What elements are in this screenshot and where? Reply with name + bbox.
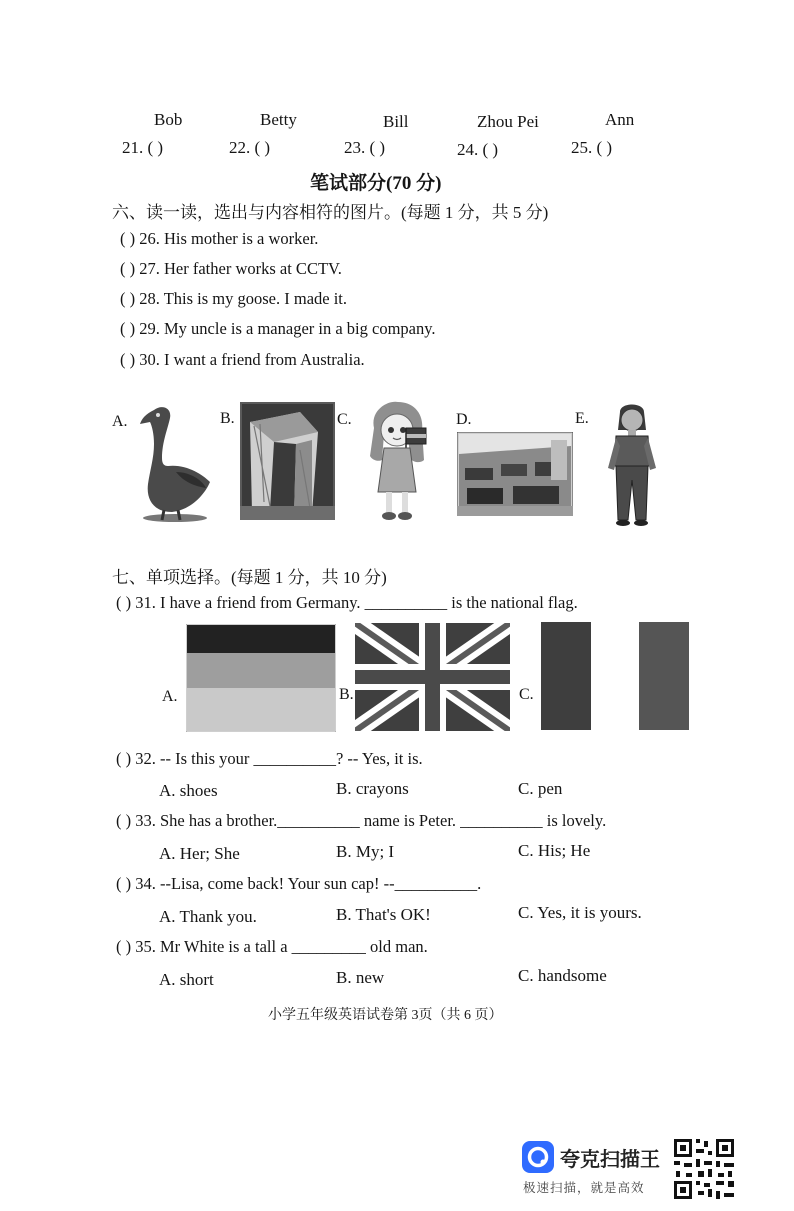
woman-worker-picture [606, 400, 658, 528]
name-zhou-pei: Zhou Pei [477, 112, 539, 131]
girl-with-flag-picture [362, 400, 434, 524]
q34-option-c: C. Yes, it is yours. [518, 903, 642, 922]
tricolour-flag-picture [541, 622, 689, 730]
q33-option-a: A. Her; She [159, 844, 240, 863]
scanner-slogan: 极速扫描，就是高效 [523, 1180, 645, 1195]
question-27: ( ) 27. Her father works at CCTV. [120, 259, 342, 278]
question-33: ( ) 33. She has a brother.__________ name is Peter. __________ is lovely. [116, 811, 607, 830]
page-footer: 小学五年级英语试卷第 3页（共 6 页） [268, 1008, 503, 1023]
q35-option-a: A. short [159, 970, 214, 989]
question-35: ( ) 35. Mr White is a tall a _________ old man. [116, 937, 428, 956]
picture-label-b: B. [220, 410, 235, 427]
q32-option-c: C. pen [518, 779, 563, 798]
question-26: ( ) 26. His mother is a worker. [120, 229, 319, 248]
written-part-title: 笔试部分(70 分) [310, 173, 442, 194]
name-bob: Bob [154, 110, 183, 129]
section7-heading: 七、单项选择。(每题 1 分，共 10 分) [112, 568, 387, 587]
flag-label-a: A. [162, 688, 178, 705]
office-picture [457, 432, 573, 516]
picture-label-c: C. [337, 411, 352, 428]
goose-picture [132, 402, 214, 524]
flag-label-c: C. [519, 686, 534, 703]
name-ann: Ann [605, 110, 635, 129]
flag-label-b: B. [339, 686, 354, 703]
picture-label-e: E. [575, 410, 589, 427]
qr-code-icon [672, 1137, 736, 1201]
picture-label-a: A. [112, 413, 128, 430]
answer-25: 25. ( ) [571, 138, 613, 157]
answer-22: 22. ( ) [229, 138, 271, 157]
germany-flag-picture [186, 624, 336, 732]
name-betty: Betty [260, 110, 297, 129]
q35-option-b: B. new [336, 968, 385, 987]
question-31: ( ) 31. I have a friend from Germany. __________ is the national flag. [116, 593, 578, 612]
q32-option-a: A. shoes [159, 781, 218, 800]
q33-option-c: C. His; He [518, 841, 591, 860]
q32-option-b: B. crayons [336, 779, 409, 798]
uk-flag-picture [355, 623, 510, 731]
question-28: ( ) 28. This is my goose. I made it. [120, 289, 348, 308]
answer-24: 24. ( ) [457, 140, 499, 159]
name-bill: Bill [383, 112, 409, 131]
answer-21: 21. ( ) [122, 138, 164, 157]
scanner-brand: 夸克扫描王 [560, 1147, 660, 1171]
cctv-building-picture [240, 402, 335, 520]
section6-heading: 六、读一读，选出与内容相符的图片。(每题 1 分，共 5 分) [112, 203, 549, 222]
scanner-logo-icon [522, 1141, 554, 1173]
q33-option-b: B. My; I [336, 842, 395, 861]
question-34: ( ) 34. --Lisa, come back! Your sun cap! --__________. [116, 874, 482, 893]
q34-option-a: A. Thank you. [159, 907, 257, 926]
picture-label-d: D. [456, 411, 472, 428]
q35-option-c: C. handsome [518, 966, 607, 985]
q34-option-b: B. That's OK! [336, 905, 431, 924]
question-32: ( ) 32. -- Is this your __________? -- Yes, it is. [116, 749, 423, 768]
answer-23: 23. ( ) [344, 138, 386, 157]
question-30: ( ) 30. I want a friend from Australia. [120, 350, 365, 369]
question-29: ( ) 29. My uncle is a manager in a big company. [120, 319, 436, 338]
